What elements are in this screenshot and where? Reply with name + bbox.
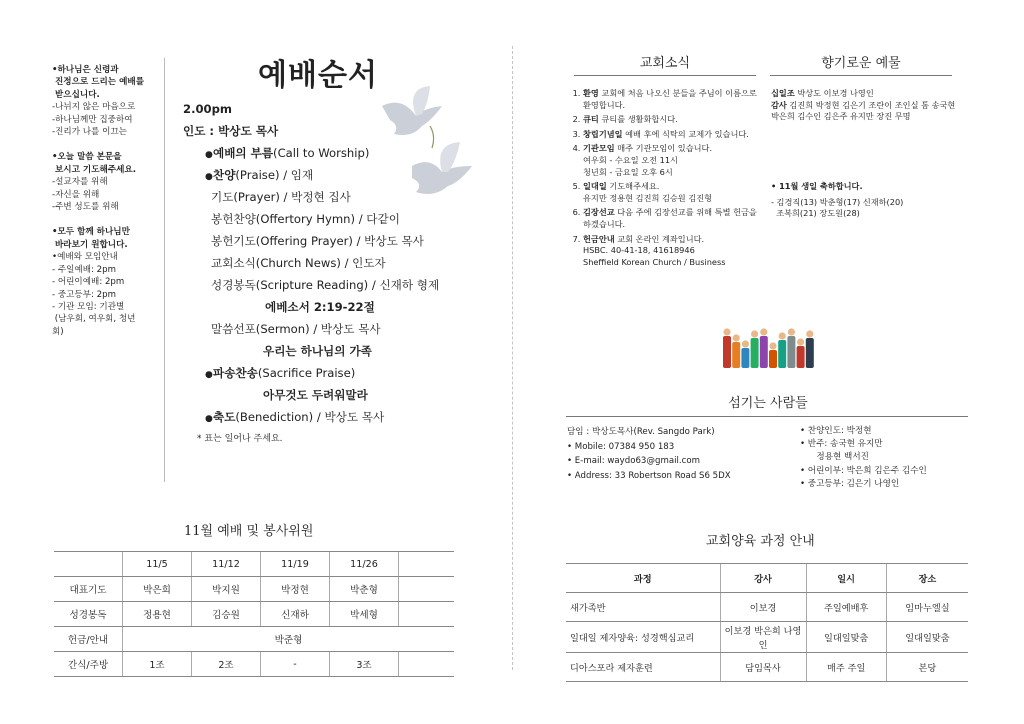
person-body: [769, 350, 777, 368]
column-header: 일시: [806, 564, 886, 593]
person-body: [797, 346, 805, 368]
person-body: [741, 348, 749, 368]
sidebar-guide: [52, 64, 160, 351]
news-item-title: 기관모임: [583, 143, 615, 154]
table-cell: 디아스포라 제자훈련: [566, 653, 720, 682]
news-item-detail: 여우회 - 수요일 오전 11시: [583, 154, 678, 165]
news-item-title: 헌금안내: [583, 233, 615, 244]
table-row: [566, 622, 968, 653]
news-item: [583, 143, 759, 178]
offering-heading: 향기로운 예물: [770, 52, 952, 76]
song-title: 아무것도 두려워말라: [263, 388, 368, 402]
sidebar-line: -설교자를 위해: [52, 177, 108, 188]
person-body: [723, 336, 731, 368]
news-item-title: 김장선교: [583, 207, 615, 218]
date-header: 11/19: [261, 552, 330, 577]
date-header: 11/12: [192, 552, 261, 577]
sidebar-block: [52, 151, 160, 213]
person-body: [751, 338, 759, 368]
role-line: • 찬양인도: 박정현: [800, 426, 872, 436]
birthday-line: 조복희(21) 장도원(28): [771, 208, 860, 219]
sidebar-heading: 받으십니다.: [52, 89, 100, 100]
table-cell: 일대일 제자양육: 성경핵심교리: [566, 622, 720, 653]
table-row: [54, 577, 454, 602]
servants-heading: 섬기는 사람들: [728, 396, 808, 411]
row-label: 성경봉독: [54, 602, 123, 627]
sidebar-line: -나뉘지 않은 마음으로: [52, 102, 136, 113]
order-item-offering: 봉헌기도(Offering Prayer) / 박상도 목사: [211, 234, 424, 248]
table-cell: 박세형: [330, 602, 399, 627]
role-line: 정용현 백서진: [800, 452, 869, 463]
order-of-service: [183, 98, 473, 450]
table-row: [54, 627, 454, 652]
table-header-row: [566, 564, 968, 593]
news-item: [583, 88, 759, 111]
table-cell: [399, 652, 455, 677]
person-head: [723, 328, 730, 335]
bullet-icon: ●: [205, 150, 213, 160]
person-head: [760, 328, 767, 335]
table-cell: -: [261, 652, 330, 677]
contact-address: • Address: 33 Robertson Road S6 5DX: [567, 470, 731, 481]
column-header: 장소: [886, 564, 968, 593]
sidebar-line: - 어린이예배: 2pm: [52, 277, 125, 288]
birthday-heading: • 11월 생일 축하합니다.: [771, 181, 863, 191]
table-cell: 박지원: [192, 577, 261, 602]
table-cell: 이보경 박은희 나영인: [720, 622, 806, 653]
order-item-praise: ●찬양(Praise) / 임재: [183, 164, 473, 186]
table-cell: 박은희: [123, 577, 192, 602]
news-item-title: 환영: [583, 88, 599, 98]
table-cell: [54, 552, 123, 577]
table-cell: 신재하: [261, 602, 330, 627]
column-header: 강사: [720, 564, 806, 593]
table-row: [566, 593, 968, 622]
order-item-sermon: 말씀선포(Sermon) / 박상도 목사: [211, 322, 381, 336]
news-item-title: 창립기념일: [583, 128, 623, 139]
table-cell: 임마누엘실: [886, 593, 968, 622]
service-table-title: 11월 예배 및 봉사위원: [184, 524, 314, 539]
leader-label: 인도 :: [183, 124, 219, 138]
row-label: 헌금/안내: [54, 627, 123, 652]
news-item-detail: HSBC. 40-41-18, 41618946: [583, 245, 695, 256]
sidebar-line: - 주일예배: 2pm: [52, 264, 116, 275]
person-head: [779, 332, 786, 339]
order-item-reading: 성경봉독(Scripture Reading) / 신재하 형제: [211, 278, 440, 292]
sidebar-heading: 진정으로 드리는 예배를: [52, 77, 144, 88]
news-item-detail: 유지만 정용현 김진희 김승원 김진형: [583, 192, 713, 203]
scripture-passage: 에베소서 2:19-22절: [265, 300, 375, 314]
bullet-icon: ●: [205, 172, 213, 182]
table-cell: 2조: [192, 652, 261, 677]
pastor-contact: [567, 425, 787, 483]
order-item-benediction: ●축도(Benediction) / 박상도 목사: [183, 406, 473, 428]
fold-line: [512, 46, 513, 670]
news-item-detail: 청년회 - 금요일 오후 6시: [583, 166, 673, 177]
role-line: • 반주: 송국현 유지만: [800, 439, 883, 450]
offering-list: 십일조 박상도 이보경 나영인 감사 김진희 박정현 김은기 조란이 조인실 톰 송국현 박은희 김수인 김은주 유지만 장진 무명: [771, 88, 956, 122]
news-item-text: 기도해주세요.: [606, 181, 660, 192]
bullet-icon: ●: [205, 414, 213, 424]
sidebar-line: -주변 성도를 위해: [52, 202, 119, 213]
news-item: [583, 181, 759, 204]
sermon-title: 우리는 하나님의 가족: [263, 344, 372, 358]
table-row: [54, 602, 454, 627]
service-table: [54, 551, 454, 677]
sidebar-heading: •하나님은 신령과: [52, 65, 119, 75]
sidebar-heading: 바라보기 원합니다.: [52, 239, 128, 250]
news-item-text: 교회에 처음 나오신 분들을 주님이 이름으로 환영합니다.: [583, 88, 757, 110]
news-item: [583, 129, 759, 141]
table-cell: 정용현: [123, 602, 192, 627]
order-item-hymn: 봉헌찬양(Offertory Hymn) / 다같이: [211, 212, 400, 226]
news-item-detail: Sheffield Korean Church / Business: [583, 256, 726, 267]
education-title: 교회양육 과정 안내: [706, 534, 815, 549]
person-head: [788, 328, 795, 335]
person-body: [787, 336, 795, 368]
table-cell: [399, 552, 455, 577]
ministry-roles: [800, 425, 970, 491]
sidebar-heading: •모두 함께 하나님만: [52, 227, 130, 238]
table-cell: 김승원: [192, 602, 261, 627]
person-head: [806, 330, 813, 337]
sidebar-line: (남우회, 여우회, 청년: [52, 314, 136, 325]
column-header: 과정: [566, 564, 720, 593]
role-line: • 중고등부: 김은기 나영인: [800, 478, 900, 489]
news-item-text: 다음 주에 김장선교를 위해 특별 헌금을 하겠습니다.: [583, 207, 757, 229]
column-divider: [164, 58, 165, 482]
news-item: [583, 207, 759, 230]
table-cell: 박정현: [261, 577, 330, 602]
person-head: [797, 338, 804, 345]
news-item-text: 큐티를 생활화합시다.: [598, 114, 678, 125]
table-cell: [399, 577, 455, 602]
servants-rule: [566, 416, 968, 417]
education-table: [566, 563, 968, 682]
person-body: [760, 336, 768, 368]
role-line: • 어린이부: 박은희 김은주 김수인: [800, 465, 927, 476]
table-cell: 매주 주일: [806, 653, 886, 682]
sidebar-line: -자신을 위해: [52, 189, 100, 200]
person-body: [778, 340, 786, 368]
church-news-list: [571, 88, 759, 271]
birthday-section: [771, 181, 961, 220]
sidebar-line: -진리가 나를 이끄는: [52, 127, 127, 138]
table-row: [566, 653, 968, 682]
table-cell: 주일예배후: [806, 593, 886, 622]
order-item-news: 교회소식(Church News) / 인도자: [211, 256, 386, 270]
sidebar-line: •예배와 모임안내: [52, 252, 118, 263]
news-item: [583, 114, 759, 126]
sidebar-line: -하나님께만 집중하여: [52, 114, 133, 125]
sidebar-line: - 기관 모임: 기관별: [52, 301, 125, 312]
standing-note: * 표는 일어나 주세요.: [197, 434, 283, 444]
table-cell: 박춘형: [330, 577, 399, 602]
sidebar-heading: •오늘 말씀 본문을: [52, 152, 122, 163]
person-body: [806, 338, 814, 368]
order-item-sacrifice: ●파송찬송(Sacrifice Praise): [183, 362, 473, 384]
table-cell: 본당: [886, 653, 968, 682]
date-header: 11/26: [330, 552, 399, 577]
sidebar-line: 회): [52, 326, 64, 337]
table-cell: [399, 602, 455, 627]
sidebar-heading: 보시고 기도해주세요.: [52, 164, 136, 175]
contact-email: • E-mail: waydo63@gmail.com: [567, 456, 700, 467]
row-label: 대표기도: [54, 577, 123, 602]
order-item-prayer: 기도(Prayer) / 박정현 집사: [211, 190, 351, 204]
news-item-text: 매주 기관모임이 있습니다.: [614, 143, 713, 154]
news-item-text: 예배 후에 식탁의 교제가 있습니다.: [622, 128, 749, 139]
table-cell: 박준형: [123, 627, 455, 652]
person-body: [732, 342, 740, 368]
date-header: 11/5: [123, 552, 192, 577]
family-icon: [720, 328, 816, 368]
table-cell: 일대일맞춤: [806, 622, 886, 653]
order-item-call: ●예배의 부름(Call to Worship): [183, 142, 473, 164]
sidebar-line: - 중고등부: 2pm: [52, 289, 116, 300]
sidebar-block: [52, 64, 160, 138]
table-cell: 이보경: [720, 593, 806, 622]
table-row: [54, 652, 454, 677]
church-news-heading: 교회소식: [574, 52, 756, 76]
sidebar-block: [52, 226, 160, 338]
news-item: [583, 234, 759, 269]
table-cell: 담임목사: [720, 653, 806, 682]
person-head: [742, 340, 749, 347]
service-leader: 박상도 목사: [218, 124, 279, 138]
table-cell: 1조: [123, 652, 192, 677]
birthday-line: - 김경직(13) 박춘형(17) 신재하(20): [771, 196, 904, 207]
page-title: 예배순서: [258, 58, 378, 93]
person-head: [769, 342, 776, 349]
news-item-title: 일대일: [583, 181, 607, 192]
row-label: 간식/주방: [54, 652, 123, 677]
news-item-title: 큐티: [583, 114, 599, 125]
table-cell: 일대일맞춤: [886, 622, 968, 653]
person-head: [733, 334, 740, 341]
pastor-name: 담임 : 박상도목사(Rev. Sangdo Park): [567, 427, 715, 437]
person-head: [751, 330, 758, 337]
news-item-text: 교회 온라인 계좌입니다.: [614, 233, 705, 244]
table-row: [54, 552, 454, 577]
table-cell: 새가족반: [566, 593, 720, 622]
service-time: 2.00pm: [183, 102, 232, 116]
contact-mobile: • Mobile: 07384 950 183: [567, 441, 675, 452]
bullet-icon: ●: [205, 370, 213, 380]
table-cell: 3조: [330, 652, 399, 677]
